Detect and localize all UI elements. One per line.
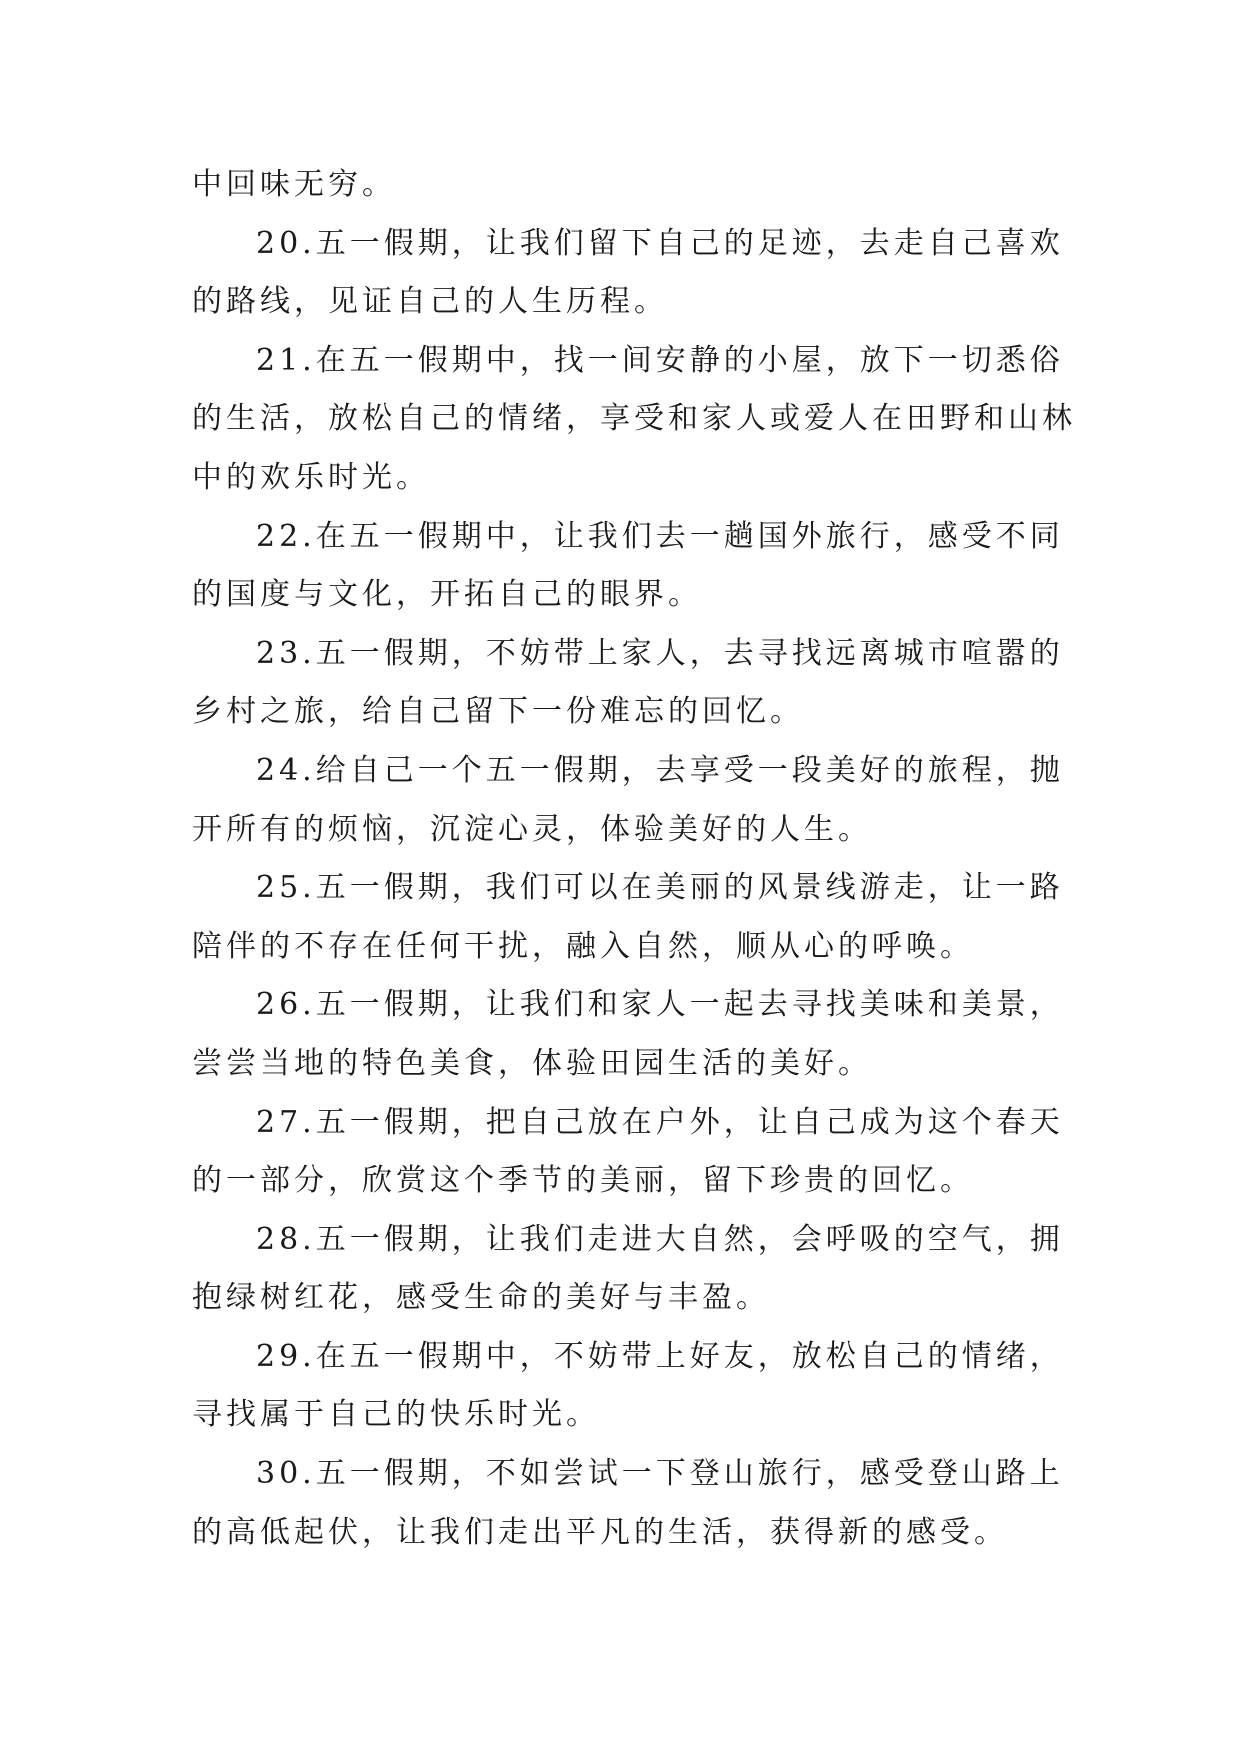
text-line: 21.在五一假期中，找一间安静的小屋，放下一切悉俗 (256, 342, 1064, 378)
text-line: 20.五一假期，让我们留下自己的足迹，去走自己喜欢 (256, 225, 1064, 261)
text-line: 的国度与文化，开拓自己的眼界。 (192, 577, 702, 613)
text-line: 开所有的烦恼，沉淀心灵，体验美好的人生。 (192, 811, 872, 847)
text-line: 的生活，放松自己的情绪，享受和家人或爱人在田野和山林 (192, 401, 1076, 437)
text-line: 的路线，见证自己的人生历程。 (192, 284, 668, 320)
text-line: 乡村之旅，给自己留下一份难忘的回忆。 (192, 694, 804, 730)
document-body (192, 156, 1076, 1562)
text-line: 尝尝当地的特色美食，体验田园生活的美好。 (192, 1045, 872, 1081)
text-line: 28.五一假期，让我们走进大自然，会呼吸的空气，拥 (256, 1221, 1064, 1257)
text-line: 26.五一假期，让我们和家人一起去寻找美味和美景， (256, 987, 1064, 1023)
text-line: 25.五一假期，我们可以在美丽的风景线游走，让一路 (256, 870, 1064, 906)
text-line: 30.五一假期，不如尝试一下登山旅行，感受登山路上 (256, 1456, 1064, 1492)
text-line: 抱绿树红花，感受生命的美好与丰盈。 (192, 1280, 770, 1316)
text-line: 中回味无穷。 (192, 167, 396, 202)
text-line: 的一部分，欣赏这个季节的美丽，留下珍贵的回忆。 (192, 1163, 974, 1199)
text-line: 24.给自己一个五一假期，去享受一段美好的旅程，抛 (256, 752, 1064, 788)
text-line: 寻找属于自己的快乐时光。 (192, 1397, 600, 1433)
text-line: 陪伴的不存在任何干扰，融入自然，顺从心的呼唤。 (192, 928, 974, 964)
text-line: 的高低起伏，让我们走出平凡的生活，获得新的感受。 (192, 1514, 1008, 1550)
text-line: 29.在五一假期中，不妨带上好友，放松自己的情绪， (256, 1338, 1064, 1374)
text-line: 23.五一假期，不妨带上家人，去寻找远离城市喧嚣的 (256, 635, 1064, 671)
text-line: 中的欢乐时光。 (192, 459, 430, 495)
text-line: 22.在五一假期中，让我们去一趟国外旅行，感受不同 (256, 518, 1064, 554)
text-line: 27.五一假期，把自己放在户外，让自己成为这个春天 (256, 1104, 1064, 1140)
